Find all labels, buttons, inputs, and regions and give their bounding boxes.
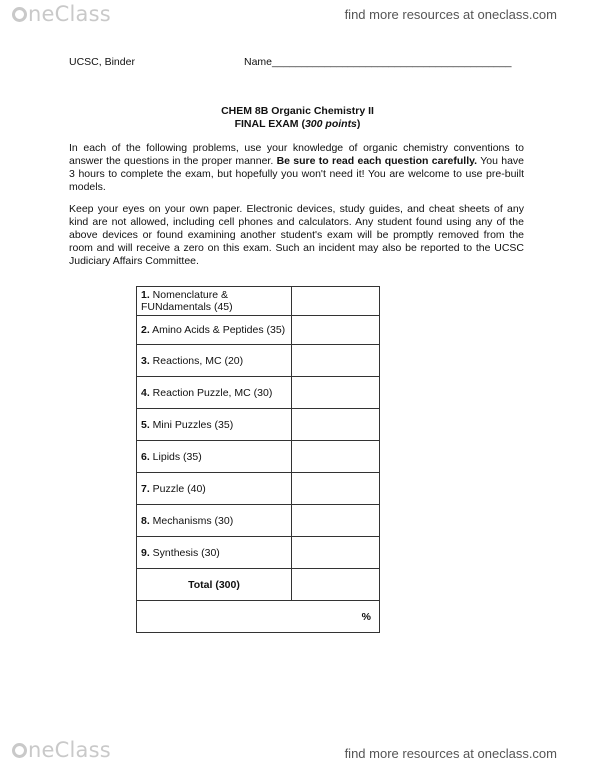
title-suffix: ) xyxy=(356,118,361,130)
section-number: 1. xyxy=(141,289,150,301)
section-number: 6. xyxy=(141,450,150,463)
table-row xyxy=(137,537,380,569)
logo-o-icon xyxy=(12,743,27,758)
score-cell[interactable] xyxy=(292,441,380,473)
table-row xyxy=(137,316,380,345)
table-row xyxy=(137,345,380,377)
section-name: Synthesis (30) xyxy=(149,546,220,559)
name-field xyxy=(244,56,511,68)
instructions-paragraph-2: Keep your eyes on your own paper. Electronic devices, study guides, and cheat sheets of any kind are not allowed, including cell phones and calculators. Any student found using any of the above devices or found examining another student's exam will be promptly removed from the room and will receive a zero on this exam. Such an incident may also be reported to the UCSC Judiciary Affairs Committee. xyxy=(69,203,524,267)
table-row xyxy=(137,505,380,537)
title-prefix: FINAL EXAM ( xyxy=(234,118,305,130)
score-cell[interactable] xyxy=(292,409,380,441)
score-cell[interactable] xyxy=(292,316,380,345)
section-number: 3. xyxy=(141,354,150,367)
total-row xyxy=(137,569,380,601)
resources-link-bottom[interactable]: find more resources at oneclass.com xyxy=(344,746,557,761)
table-row xyxy=(137,377,380,409)
section-label xyxy=(137,377,292,409)
course-info: UCSC, Binder xyxy=(69,56,135,68)
section-number: 7. xyxy=(141,482,150,495)
section-label xyxy=(137,537,292,569)
logo-text: neClass xyxy=(28,2,111,26)
section-name: Puzzle (40) xyxy=(149,482,206,495)
section-label xyxy=(137,473,292,505)
table-row xyxy=(137,473,380,505)
section-number: 4. xyxy=(141,386,150,399)
score-cell[interactable] xyxy=(292,345,380,377)
section-name: Amino Acids & Peptides (35) xyxy=(149,324,286,336)
logo-text: neClass xyxy=(28,738,111,762)
table-row xyxy=(137,441,380,473)
section-label xyxy=(137,287,292,316)
percent-row xyxy=(137,601,380,633)
section-number: 9. xyxy=(141,546,150,559)
p1-text-end: You have 3 hours to complete the exam, but hopefully you won't need it! You are welcome to use pre-built models. xyxy=(69,155,524,193)
score-cell[interactable] xyxy=(292,287,380,316)
score-table xyxy=(136,286,380,633)
score-cell[interactable] xyxy=(292,505,380,537)
section-number: 2. xyxy=(141,324,150,336)
section-label xyxy=(137,316,292,345)
score-cell[interactable] xyxy=(292,473,380,505)
section-label xyxy=(137,345,292,377)
section-number: 5. xyxy=(141,418,150,431)
score-cell[interactable] xyxy=(292,377,380,409)
p1-text: In each of the following problems, use your knowledge of organic chemistry conventions to answer the questions in the proper manner. xyxy=(69,142,524,167)
logo-o-icon xyxy=(12,7,27,22)
section-name: Mechanisms (30) xyxy=(149,514,234,527)
total-label: Total (300) xyxy=(137,569,292,601)
exam-title xyxy=(0,105,595,131)
section-label xyxy=(137,409,292,441)
resources-link-top[interactable]: find more resources at oneclass.com xyxy=(344,7,557,22)
section-name: Nomenclature & FUNdamentals (45) xyxy=(141,289,233,313)
p1-bold-text: Be sure to read each question carefully. xyxy=(276,155,478,167)
name-blank-line: _________________________________________ xyxy=(272,56,512,68)
title-line-2 xyxy=(0,118,595,131)
total-score-cell[interactable] xyxy=(292,569,380,601)
percent-cell[interactable]: % xyxy=(137,601,380,633)
score-cell[interactable] xyxy=(292,537,380,569)
name-label: Name xyxy=(244,56,273,68)
section-number: 8. xyxy=(141,514,150,527)
section-name: Mini Puzzles (35) xyxy=(149,418,234,431)
section-name: Lipids (35) xyxy=(149,450,202,463)
table-row xyxy=(137,409,380,441)
section-label xyxy=(137,505,292,537)
oneclass-logo-bottom xyxy=(12,738,111,762)
oneclass-logo xyxy=(12,2,111,26)
title-line-1: CHEM 8B Organic Chemistry II xyxy=(221,105,374,117)
section-name: Reactions, MC (20) xyxy=(149,354,244,367)
section-label xyxy=(137,441,292,473)
section-name: Reaction Puzzle, MC (30) xyxy=(149,386,273,399)
title-points: 300 points xyxy=(304,118,357,130)
table-row xyxy=(137,287,380,316)
instructions-paragraph-1 xyxy=(69,142,524,194)
